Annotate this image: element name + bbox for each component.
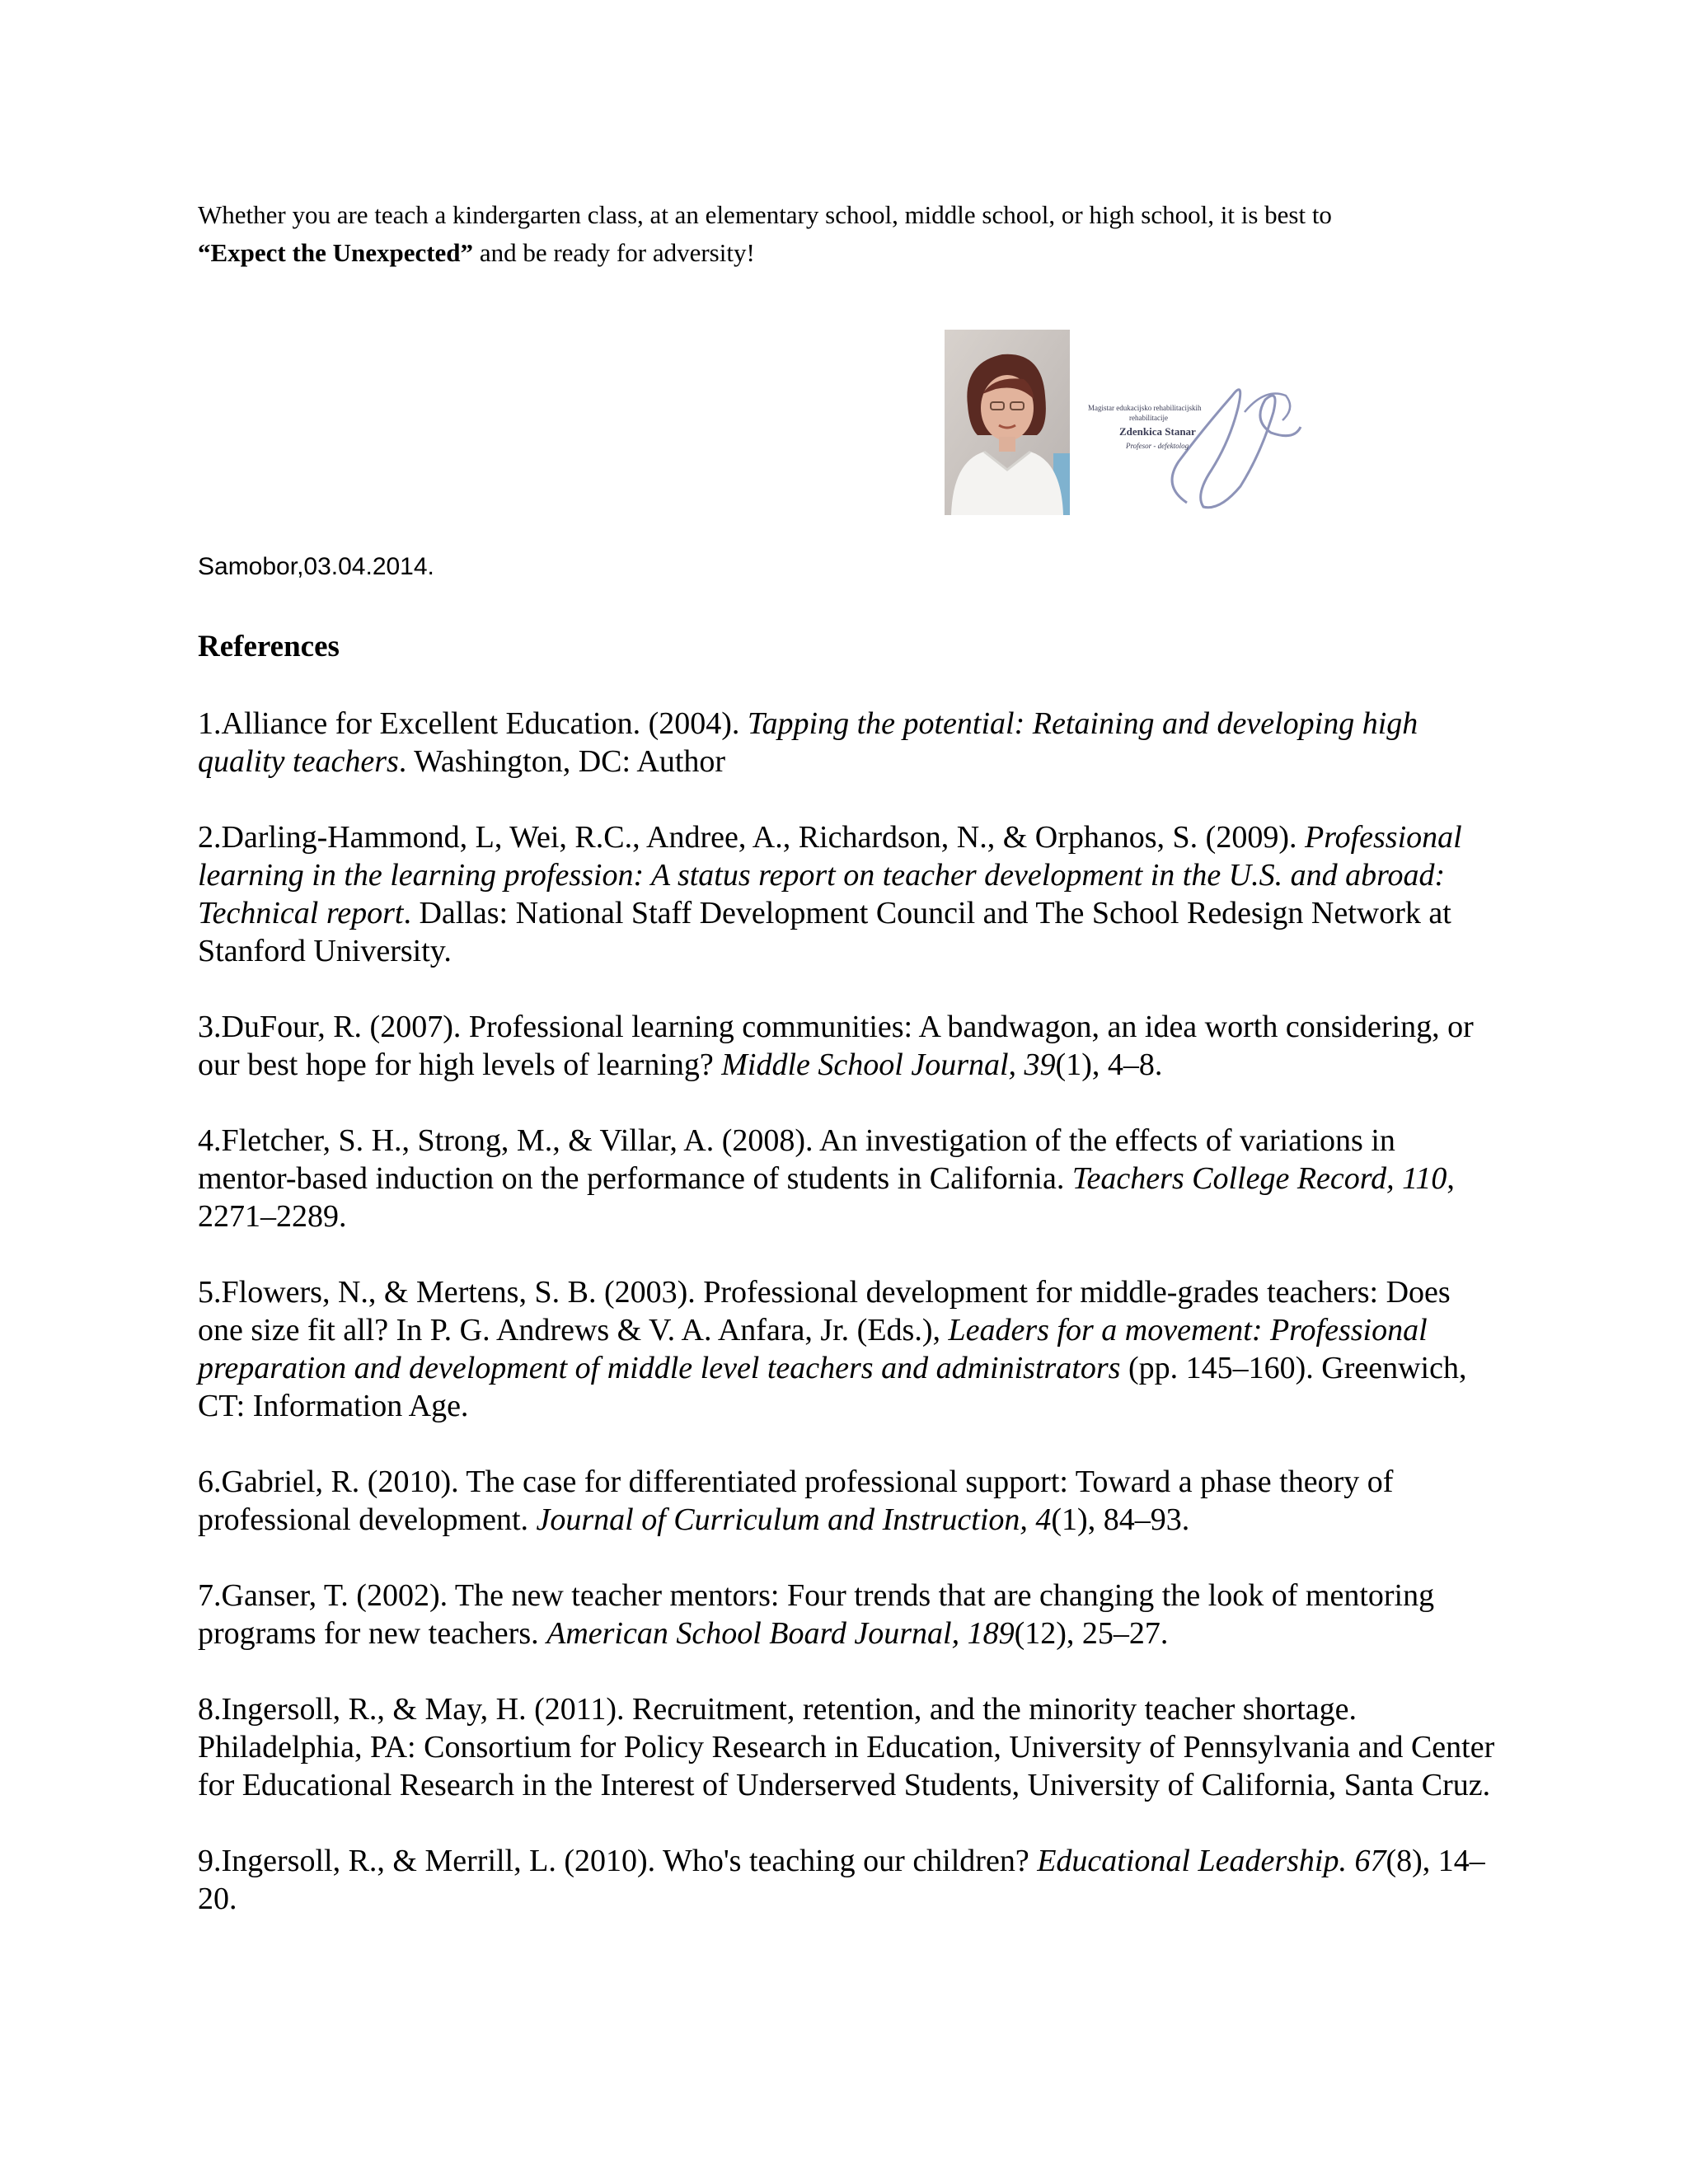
reference-item bbox=[198, 1008, 1500, 1084]
reference-number: 7. bbox=[198, 1578, 222, 1613]
reference-title: Middle School Journal, 39 bbox=[721, 1047, 1056, 1082]
intro-text-2: and be ready for adversity! bbox=[479, 238, 755, 267]
reference-text: Flowers, N., & Mertens, S. B. (2003). Professional development for middle-grades teachers: Does one size fit all? In P. G. Andrews & V. A. Anfara, Jr. (Eds.), bbox=[198, 1275, 1451, 1347]
stamp-line-2: rehabilitacije bbox=[1129, 414, 1168, 422]
reference-title: Leaders for a movement: Professional preparation and development of middle level teachers and administrators bbox=[198, 1313, 1428, 1385]
reference-number: 8. bbox=[198, 1692, 222, 1727]
reference-number: 5. bbox=[198, 1275, 222, 1310]
reference-item bbox=[198, 1690, 1500, 1804]
portrait-image bbox=[945, 330, 1070, 515]
reference-text: (1), 84–93. bbox=[1051, 1502, 1190, 1537]
reference-number: 2. bbox=[198, 820, 222, 855]
intro-emphasis: “Expect the Unexpected” bbox=[198, 238, 474, 267]
reference-item bbox=[198, 1577, 1500, 1652]
reference-text: (12), 25–27. bbox=[1014, 1616, 1169, 1651]
reference-text: Ingersoll, R., & Merrill, L. (2010). Who's teaching our children? bbox=[221, 1844, 1038, 1878]
reference-number: 6. bbox=[198, 1465, 222, 1499]
place-date: Samobor,03.04.2014. bbox=[198, 553, 434, 580]
references-list bbox=[198, 705, 1500, 1956]
stamp-name: Zdenkica Stanar bbox=[1119, 425, 1196, 438]
signature-icon bbox=[1088, 363, 1311, 519]
reference-item bbox=[198, 1122, 1500, 1235]
reference-text: Ingersoll, R., & May, H. (2011). Recruitment, retention, and the minority teacher shortage. Philadelphia, PA: Consortium for Policy Research in Education, University of Pennsylvania and Center for Educational Research in the Interest of Underserved Students, University of California, Santa Cruz. bbox=[198, 1692, 1495, 1802]
reference-text: DuFour, R. (2007). Professional learning communities: A bandwagon, an idea worth considering, or our best hope for high levels of learning? bbox=[198, 1010, 1474, 1082]
reference-item bbox=[198, 1842, 1500, 1918]
reference-text: , 2271–2289. bbox=[198, 1161, 1455, 1234]
reference-text: . Washington, DC: Author bbox=[398, 744, 726, 779]
reference-text: Gabriel, R. (2010). The case for differentiated professional support: Toward a phase theory of professional development. bbox=[198, 1465, 1394, 1537]
reference-text: Alliance for Excellent Education. (2004). bbox=[221, 706, 748, 741]
reference-text: (8), 14–20. bbox=[198, 1844, 1485, 1916]
stamp-line-1: Magistar edukacijsko rehabilitacijskih bbox=[1088, 404, 1202, 412]
reference-title: Educational Leadership. 67 bbox=[1037, 1844, 1386, 1878]
reference-title: Professional learning in the learning profession: A status report on teacher development in the U.S. and abroad: Technical report bbox=[198, 820, 1462, 930]
reference-number: 9. bbox=[198, 1844, 222, 1878]
signature-stamp bbox=[1088, 363, 1311, 519]
author-photo bbox=[945, 330, 1070, 515]
reference-number: 3. bbox=[198, 1010, 222, 1044]
reference-item bbox=[198, 705, 1500, 780]
reference-item bbox=[198, 1273, 1500, 1425]
reference-title: Journal of Curriculum and Instruction, 4 bbox=[536, 1502, 1052, 1537]
reference-number: 1. bbox=[198, 706, 222, 741]
intro-paragraph bbox=[198, 196, 1484, 272]
reference-text: Ganser, T. (2002). The new teacher mentors: Four trends that are changing the look of mentoring programs for new teachers. bbox=[198, 1578, 1435, 1651]
reference-title: Tapping the potential: Retaining and developing high quality teachers bbox=[198, 706, 1418, 779]
reference-text: Darling-Hammond, L, Wei, R.C., Andree, A., Richardson, N., & Orphanos, S. (2009). bbox=[221, 820, 1305, 855]
stamp-title: Profesor - defektolog bbox=[1126, 442, 1189, 450]
reference-item bbox=[198, 1463, 1500, 1539]
reference-item bbox=[198, 818, 1500, 970]
reference-text: (1), 4–8. bbox=[1055, 1047, 1163, 1082]
reference-text: . Dallas: National Staff Development Council and The School Redesign Network at Stanford University. bbox=[198, 896, 1451, 968]
reference-title: American School Board Journal, 189 bbox=[546, 1616, 1015, 1651]
reference-number: 4. bbox=[198, 1123, 222, 1158]
reference-text: (pp. 145–160). Greenwich, CT: Information Age. bbox=[198, 1351, 1467, 1423]
reference-text: Fletcher, S. H., Strong, M., & Villar, A. (2008). An investigation of the effects of variations in mentor-based induction on the performance of students in California. bbox=[198, 1123, 1395, 1196]
intro-text-1: Whether you are teach a kindergarten class, at an elementary school, middle school, or high school, it is best to bbox=[198, 200, 1332, 229]
references-heading: References bbox=[198, 630, 340, 663]
reference-title: Teachers College Record, 110 bbox=[1071, 1161, 1447, 1196]
